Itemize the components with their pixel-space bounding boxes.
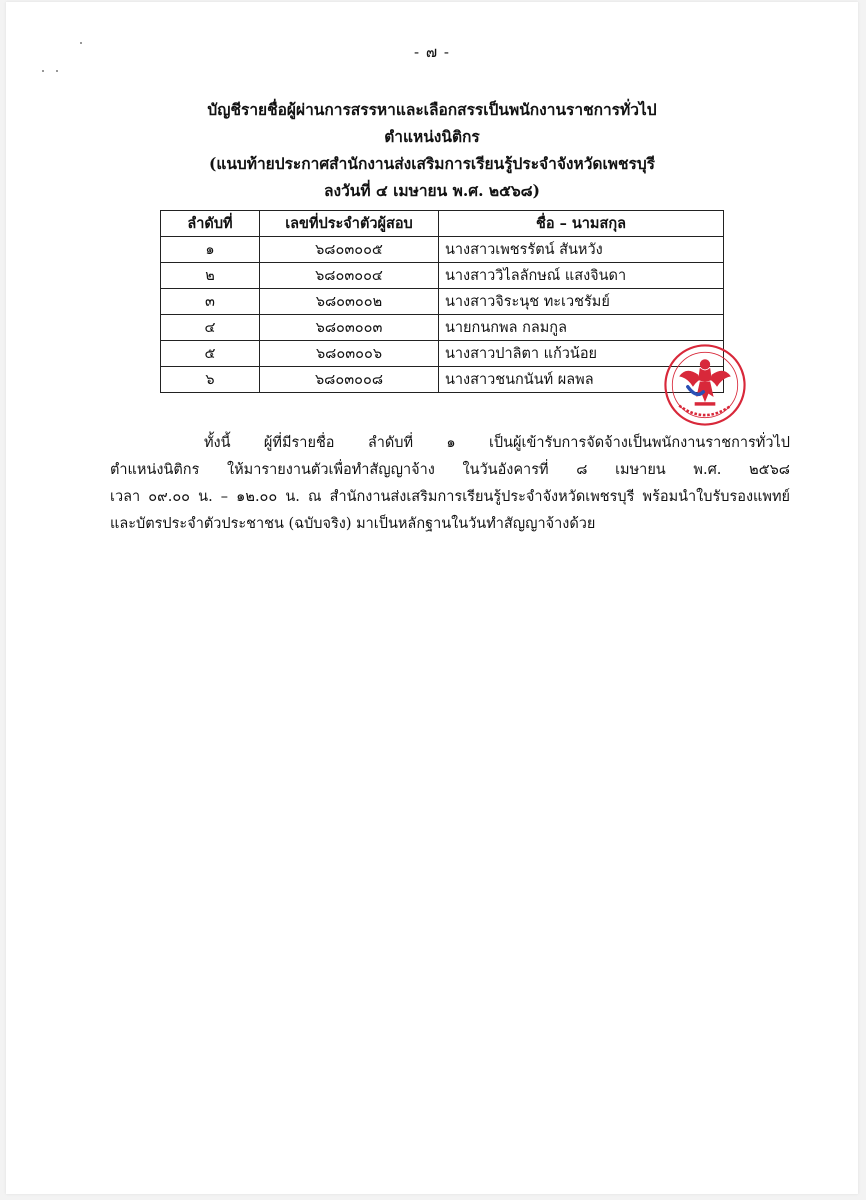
row-exam-id: ๖๘๐๓๐๐๘ bbox=[260, 367, 439, 393]
row-exam-id: ๖๘๐๓๐๐๕ bbox=[260, 237, 439, 263]
heading-line-1: บัญชีรายชื่อผู้ผ่านการสรรหาและเลือกสรรเป็นพนักงานราชการทั่วไป bbox=[207, 100, 657, 119]
document-page bbox=[6, 2, 858, 1194]
table-row bbox=[161, 315, 724, 341]
row-full-name: นางสาววิไลลักษณ์ แสงจินดา bbox=[439, 263, 724, 289]
heading-line-4: ลงวันที่ ๔ เมษายน พ.ศ. ๒๕๖๘) bbox=[324, 181, 540, 200]
header-order: ลำดับที่ bbox=[161, 211, 260, 237]
row-order: ๖ bbox=[161, 367, 260, 393]
table-header-row bbox=[161, 211, 724, 237]
page-number: - ๗ - bbox=[414, 43, 450, 61]
row-full-name: นางสาวปาลิตา แก้วน้อย bbox=[439, 341, 724, 367]
announcement-paragraph bbox=[110, 430, 790, 538]
row-exam-id: ๖๘๐๓๐๐๔ bbox=[260, 263, 439, 289]
row-exam-id: ๖๘๐๓๐๐๒ bbox=[260, 289, 439, 315]
paragraph-line-3: เวลา ๐๙.๐๐ น. – ๑๒.๐๐ น. ณ สำนักงานส่งเสริมการเรียนรู้ประจำจังหวัดเพชรบุรี พร้อมนำใบรับรองแพทย์ bbox=[110, 489, 790, 505]
table-row bbox=[161, 367, 724, 393]
row-full-name: นางสาวชนกนันท์ ผลพล bbox=[439, 367, 724, 393]
row-order: ๒ bbox=[161, 263, 260, 289]
table-row bbox=[161, 263, 724, 289]
row-order: ๔ bbox=[161, 315, 260, 341]
row-exam-id: ๖๘๐๓๐๐๖ bbox=[260, 341, 439, 367]
garuda-seal-icon bbox=[662, 342, 748, 428]
row-full-name: นางสาวเพชรรัตน์ สันหวัง bbox=[439, 237, 724, 263]
row-full-name: นายกนกพล กลมกูล bbox=[439, 315, 724, 341]
paragraph-line-4: และบัตรประจำตัวประชาชน (ฉบับจริง) มาเป็นหลักฐานในวันทำสัญญาจ้างด้วย bbox=[110, 516, 596, 532]
heading-line-2: ตำแหน่งนิติกร bbox=[384, 127, 480, 146]
paragraph-line-1: ทั้งนี้ ผู้ที่มีรายชื่อ ลำดับที่ ๑ เป็นผู้เข้ารับการจัดจ้างเป็นพนักงานราชการทั่วไป bbox=[204, 435, 790, 451]
candidate-table bbox=[160, 210, 724, 393]
table-row bbox=[161, 289, 724, 315]
paragraph-line-2: ตำแหน่งนิติกร ให้มารายงานตัวเพื่อทำสัญญาจ้าง ในวันอังคารที่ ๘ เมษายน พ.ศ. ๒๕๖๘ bbox=[110, 462, 790, 478]
row-order: ๑ bbox=[161, 237, 260, 263]
document-heading bbox=[106, 96, 758, 204]
row-full-name: นางสาวจิระนุช ทะเวชรัมย์ bbox=[439, 289, 724, 315]
header-full-name: ชื่อ – นามสกุล bbox=[439, 211, 724, 237]
table-row bbox=[161, 341, 724, 367]
row-exam-id: ๖๘๐๓๐๐๓ bbox=[260, 315, 439, 341]
row-order: ๕ bbox=[161, 341, 260, 367]
header-exam-id: เลขที่ประจำตัวผู้สอบ bbox=[260, 211, 439, 237]
table-row bbox=[161, 237, 724, 263]
heading-line-3: (แนบท้ายประกาศสำนักงานส่งเสริมการเรียนรู้ประจำจังหวัดเพชรบุรี bbox=[209, 154, 655, 173]
row-order: ๓ bbox=[161, 289, 260, 315]
